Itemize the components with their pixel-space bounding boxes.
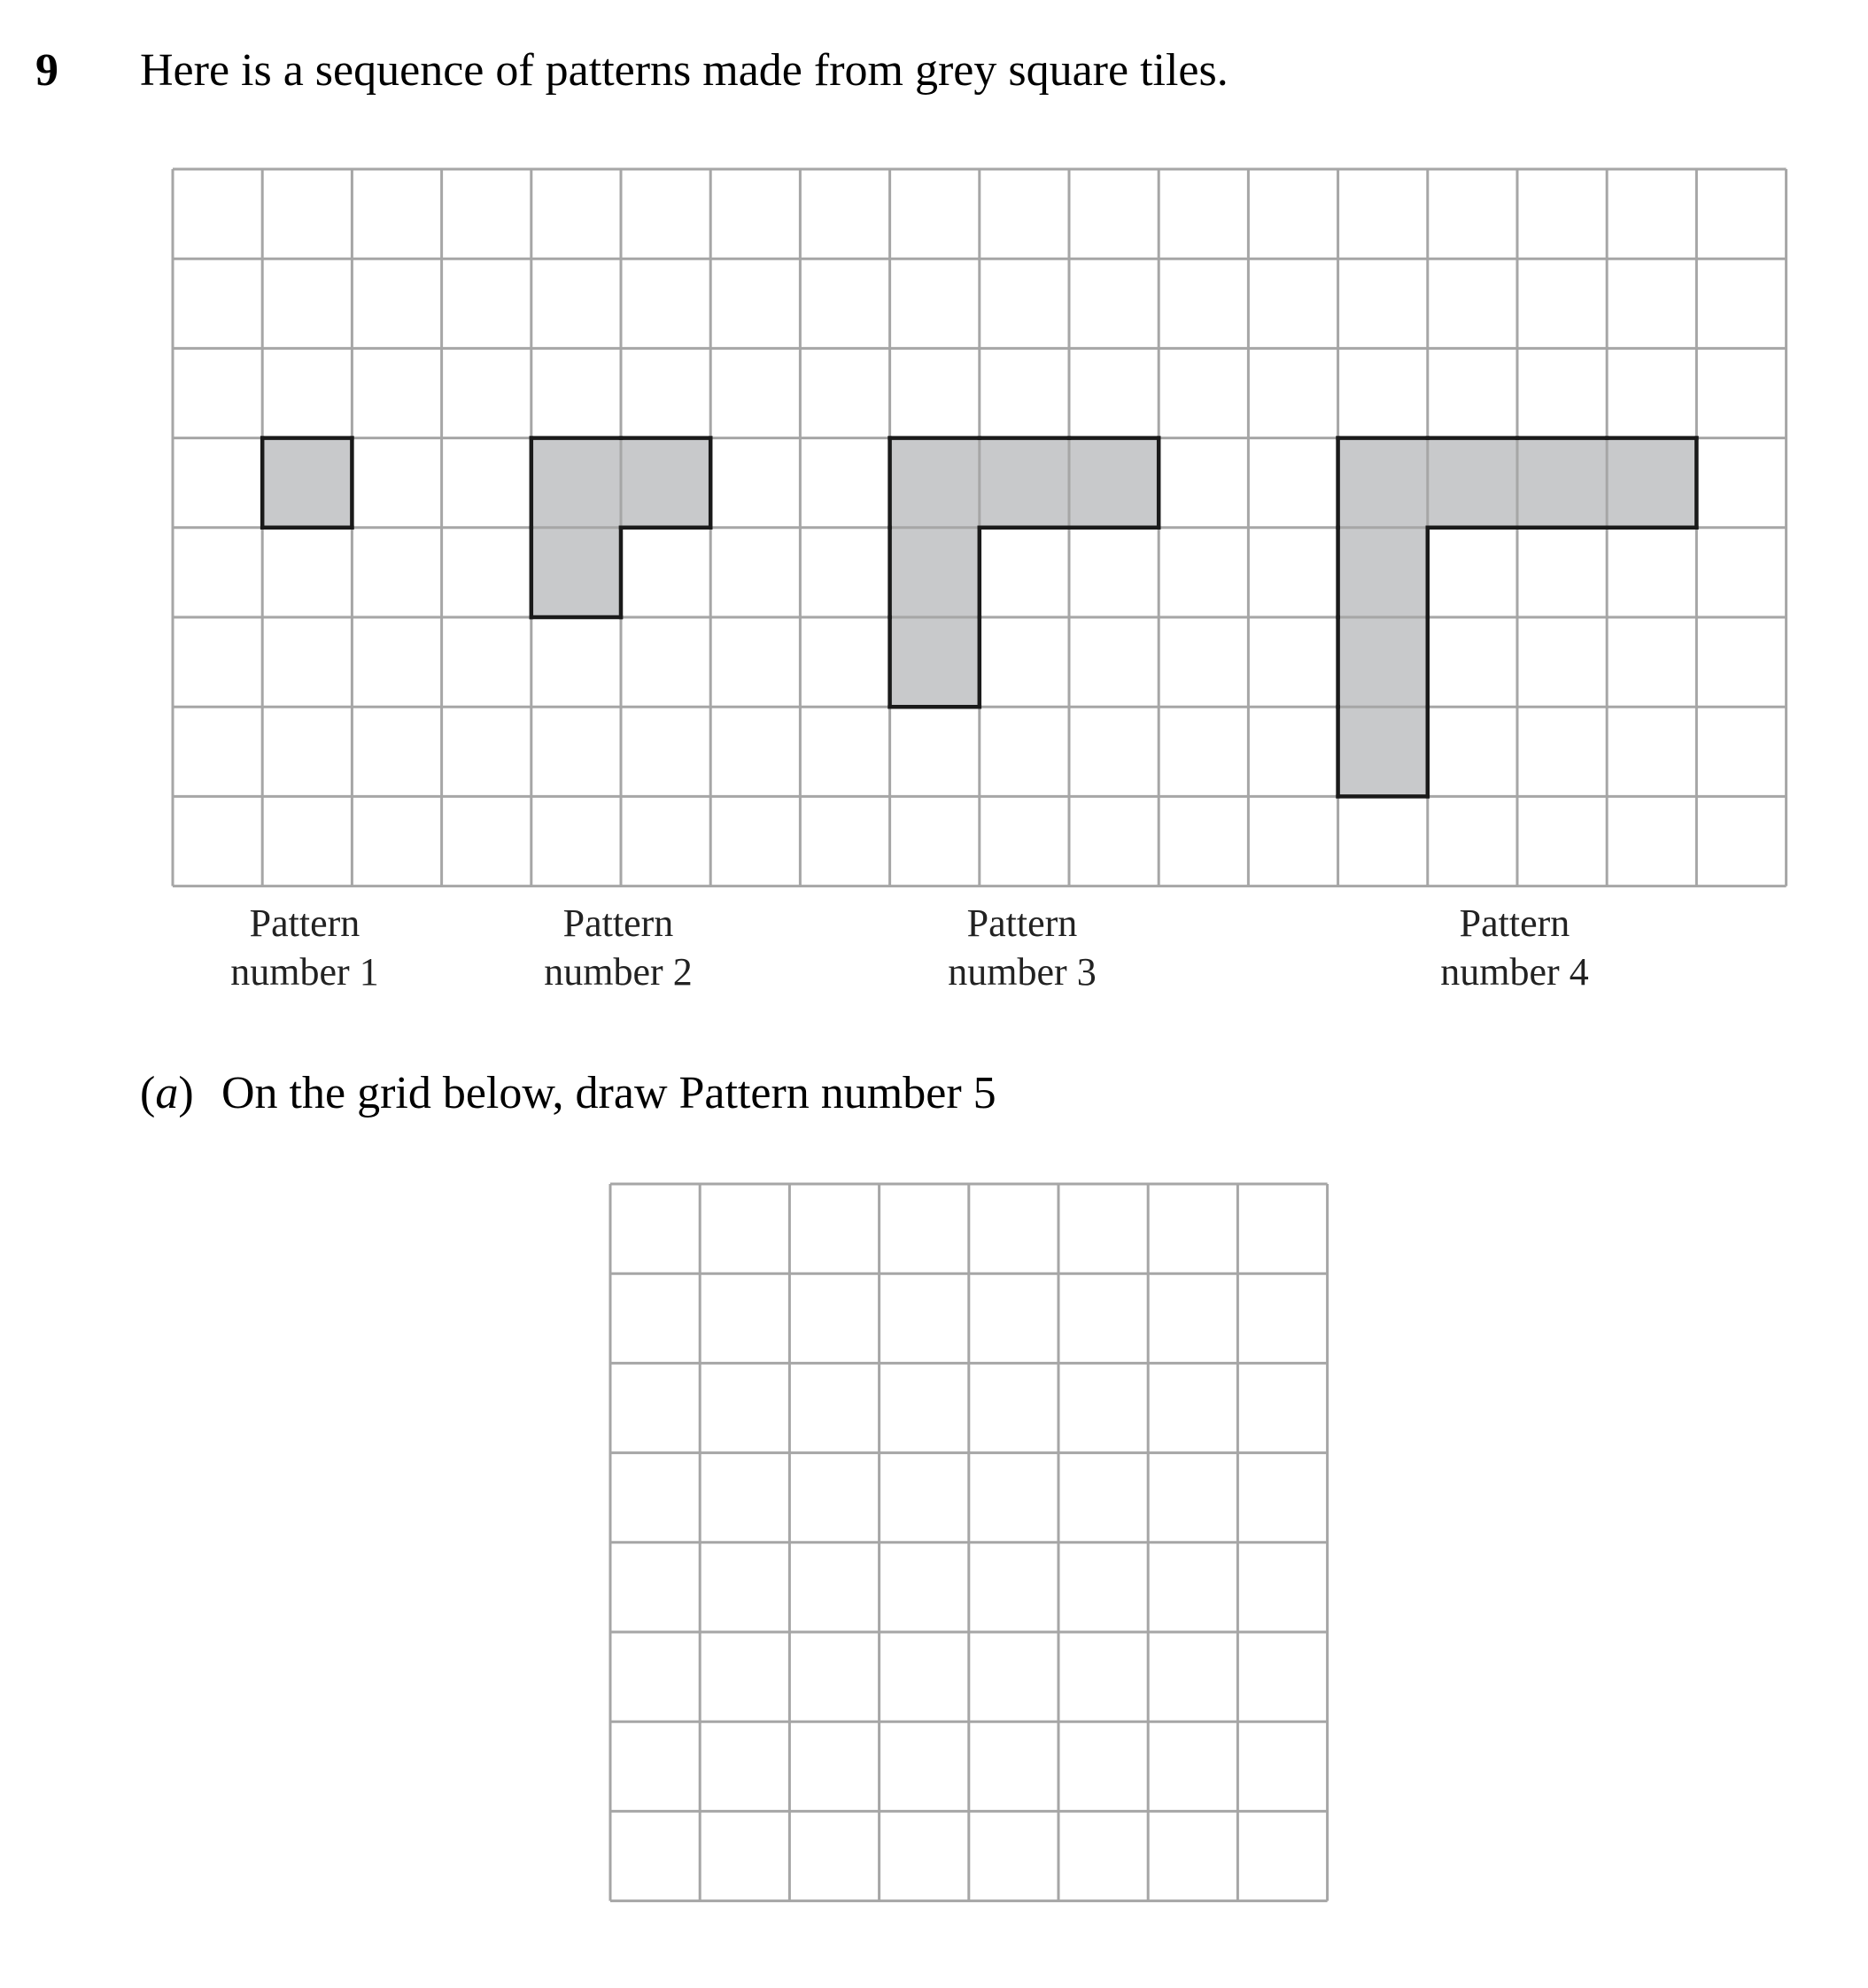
grey-tile [1607, 438, 1696, 528]
part-a-letter-text: a [155, 1068, 179, 1118]
grey-tile [531, 528, 621, 617]
grey-tile [890, 528, 980, 617]
grey-tile [1338, 617, 1428, 707]
pattern-label-4 [1355, 899, 1674, 996]
pattern-label-2 [459, 899, 778, 996]
part-a-text: On the grid below, draw Pattern number 5 [221, 1068, 996, 1118]
pattern-label-3 [863, 899, 1182, 996]
part-a-close-paren: ) [178, 1068, 194, 1118]
pattern-label-1 [145, 899, 464, 996]
question-stem: Here is a sequence of patterns made from grey square tiles. [140, 45, 1229, 96]
part-a-letter [140, 1067, 221, 1120]
pattern-label-3-line1: Pattern [966, 901, 1078, 945]
pattern-label-4-line2: number 4 [1440, 950, 1589, 994]
part-a-prompt [140, 1067, 996, 1120]
grey-tile [890, 438, 980, 528]
answer-grid[interactable] [609, 1183, 1329, 1902]
grey-tile [980, 438, 1069, 528]
grey-tile [1338, 528, 1428, 617]
pattern-label-4-line1: Pattern [1459, 901, 1570, 945]
grey-tile [1338, 707, 1428, 796]
part-a-open-paren: ( [140, 1068, 156, 1118]
question-number: 9 [35, 45, 58, 96]
pattern-label-3-line2: number 3 [948, 950, 1097, 994]
pattern-sequence-grid [172, 168, 1787, 887]
pattern-label-2-line1: Pattern [562, 901, 674, 945]
pattern-label-2-line2: number 2 [544, 950, 693, 994]
grey-tile [621, 438, 710, 528]
grey-tile [1428, 438, 1517, 528]
pattern-label-1-line2: number 1 [230, 950, 379, 994]
grey-tile [531, 438, 621, 528]
grey-tile [262, 438, 352, 528]
grey-tile [1517, 438, 1607, 528]
pattern-label-1-line1: Pattern [249, 901, 360, 945]
pattern-1-shape [262, 438, 352, 528]
grey-tile [1069, 438, 1159, 528]
grey-tile [890, 617, 980, 707]
grey-tile [1338, 438, 1428, 528]
